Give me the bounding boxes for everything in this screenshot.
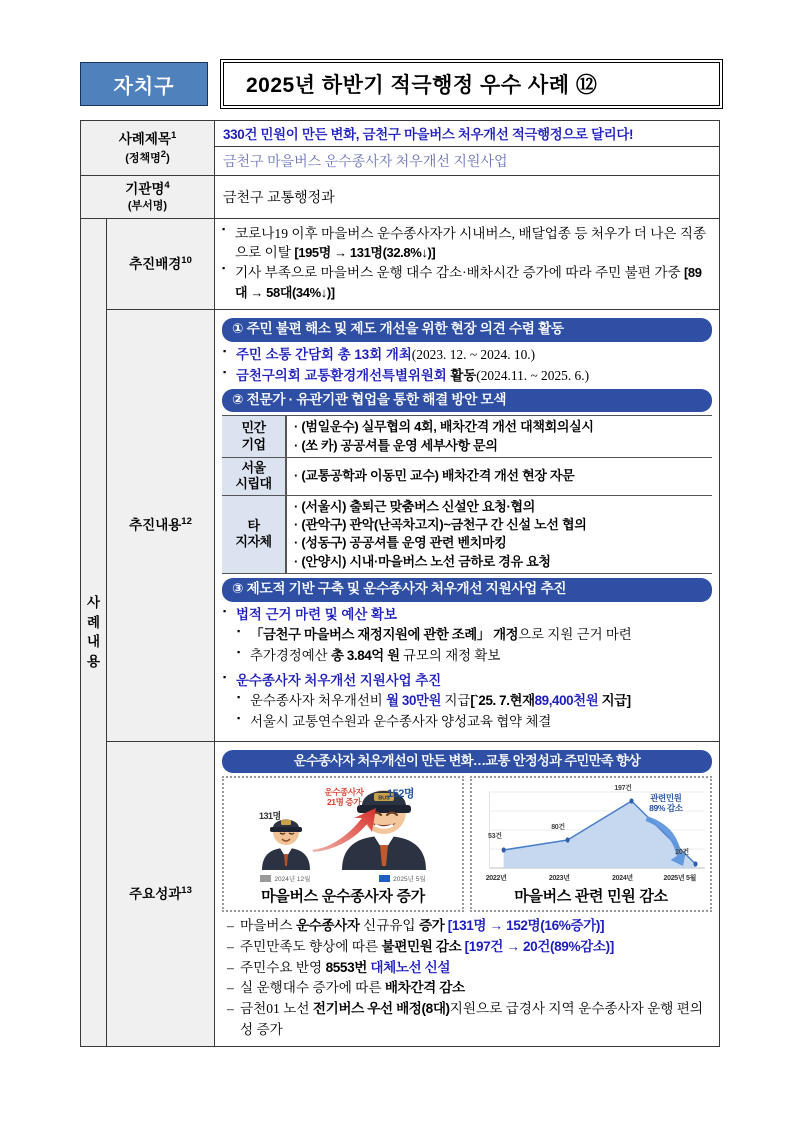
perf-item-2-pre: 주민수요 반영 — [240, 959, 326, 975]
svg-text:BUS: BUS — [378, 795, 390, 802]
case-table — [80, 120, 720, 1047]
department-label: (부서명) — [127, 199, 168, 212]
progress-section-3-banner: ③ 제도적 기반 구축 및 운수종사자 처우개선 지원사업 추진 — [222, 578, 712, 601]
list-item — [222, 224, 712, 263]
collab-value-private-company — [286, 416, 712, 458]
case-content-char-1: 사 — [86, 595, 101, 611]
legend-item-before — [260, 875, 310, 885]
perf-item-1-b: 불편민원 감소 — [381, 939, 462, 954]
list-item — [222, 345, 712, 365]
table-row-progress — [81, 310, 720, 742]
list-item — [222, 978, 712, 999]
s3-g2-item-0-mid: 지급 — [441, 693, 471, 709]
organization-sup: 4 — [164, 180, 170, 191]
collaboration-table — [222, 415, 712, 574]
list-item — [222, 263, 712, 302]
collab-key-1-line-1: 시립대 — [235, 476, 272, 492]
driver-before-value: 131명 — [259, 811, 281, 822]
list-item — [222, 999, 712, 1040]
s3-g2-item-0-bold3: 지급] — [598, 693, 631, 709]
chart-point-label-1: 80건 — [551, 823, 565, 831]
s3-g2-item-0-bold: 월 30만원 — [386, 693, 442, 709]
document-title-box — [223, 62, 720, 106]
performance-content — [215, 742, 720, 1047]
organization-value: 금천구 교통행정과 — [215, 176, 720, 219]
background-item-0-text: 코로나19 이후 마을버스 운수종사자가 시내버스, 배달업종 등 처우가 더 나은 직종으로 이탈 — [235, 225, 707, 260]
case-title-sup: 1 — [170, 129, 177, 141]
s3-g1-item-1-bold: 총 3.84억 원 — [330, 647, 400, 663]
performance-banner: 운수종사자 처우개선이 만든 변화…교통 안정성과 주민만족 향상 — [222, 750, 712, 773]
background-sup: 10 — [181, 254, 192, 266]
list-item — [236, 646, 712, 666]
case-content-char-2: 례 — [86, 614, 101, 630]
perf-item-4-b: 전기버스 우선 배정(8대) — [312, 1000, 450, 1016]
page-title: 2025년 하반기 적극행정 우수 사례 ⑫ — [246, 74, 598, 97]
chart-canvas — [474, 780, 708, 884]
list-item — [222, 916, 712, 937]
collab-1-value-0: · (교통공학과 이동민 교수) 배차간격 개선 현장 자문 — [294, 468, 575, 484]
s3-g1-item-1-rest: 규모의 재정 확보 — [399, 647, 501, 663]
collab-0-value-0: · (범일운수) 실무협의 4회, 배차간격 개선 대책회의실시 — [294, 419, 594, 435]
organization-label-text: 기관명 — [125, 181, 165, 197]
table-row-performance — [81, 742, 720, 1047]
progress-section-3-group-1 — [222, 605, 712, 733]
panel-complaint-decrease — [470, 776, 712, 912]
collab-value-university — [286, 458, 712, 496]
table-row-background — [81, 218, 720, 310]
collab-key-private-company — [222, 416, 286, 458]
policy-label-close: ) — [166, 152, 170, 165]
s3-group1-title: 법적 근거 마련 및 예산 확보 — [236, 606, 397, 622]
table-row — [222, 416, 712, 458]
background-content — [215, 218, 720, 310]
perf-item-4-pre: 금천01 노선 — [240, 1000, 313, 1016]
organization-label — [81, 176, 215, 219]
s3-group1-items — [236, 625, 712, 666]
collab-key-1-line-0: 서울 — [241, 460, 266, 476]
chart-point-label-3: 20건 — [675, 848, 689, 856]
collab-key-0-line-0: 민간 — [241, 420, 266, 436]
perf-item-1-pre: 주민만족도 향상에 따른 — [240, 939, 382, 954]
list-item — [236, 691, 712, 711]
policy-sup: 2 — [160, 148, 167, 160]
collab-value-other-gov — [286, 495, 712, 574]
progress-s1-item-1-black: (2024.11. ~ 2025. 6.) — [476, 367, 590, 383]
chart-annotation-line-2: 89% 감소 — [649, 803, 683, 814]
legend-swatch-after — [379, 875, 390, 882]
category-badge-cell — [80, 62, 208, 106]
collab-key-0-line-1: 기업 — [241, 436, 266, 452]
panel-caption-driver: 마을버스 운수종사자 증가 — [261, 888, 425, 906]
chart-x-label-1: 2023년 — [548, 874, 570, 882]
list-item — [236, 712, 712, 732]
policy-label — [83, 149, 212, 167]
page-header — [80, 62, 720, 106]
category-badge: 자치구 — [80, 62, 208, 106]
case-content-char-4: 용 — [86, 653, 101, 669]
s3-g2-item-0-bold2: [`25. 7.현재 — [470, 693, 535, 709]
case-content-label — [81, 218, 107, 1047]
s3-g2-item-1-pre: 서울시 교통연수원과 운수종사자 양성교육 협약 체결 — [250, 714, 552, 730]
perf-item-0-pre: 마을버스 — [240, 918, 296, 934]
chart-annotation-line-1: 관련민원 — [650, 792, 682, 803]
collab-2-value-3: · (안양시) 시내·마을버스 노선 금하로 경유 요청 — [294, 553, 551, 569]
performance-label-text: 주요성과 — [129, 886, 182, 902]
chart-x-label-2: 2024년 — [612, 874, 633, 882]
legend-label-before: 2024년 12월 — [274, 875, 311, 883]
performance-sup: 13 — [181, 884, 192, 896]
list-item — [222, 366, 712, 386]
collab-key-university — [222, 458, 286, 496]
list-item — [222, 937, 712, 958]
panel-caption-complaint: 마을버스 관련 민원 감소 — [514, 888, 668, 906]
background-list — [222, 224, 712, 303]
case-title-label — [81, 121, 215, 176]
list-item — [222, 671, 712, 732]
arrow-label-line-1: 운수종사자 — [324, 787, 364, 798]
legend-label-after: 2025년 5월 — [393, 875, 426, 883]
background-item-0-highlight: [195명 → 131명(32.8%↓)] — [294, 244, 436, 260]
perf-item-0-b: 운수종사자 — [295, 918, 360, 934]
perf-item-0-bb: [131명 → 152명(16%증가)] — [444, 918, 605, 934]
background-label — [107, 218, 215, 310]
performance-panels — [222, 776, 712, 912]
background-item-1-text: 기사 부족으로 마을버스 운행 대수 감소·배차시간 증가에 따라 주민 불편 가중 — [235, 265, 684, 281]
performance-label — [107, 742, 215, 1047]
perf-item-2-b: 8553번 — [325, 959, 371, 975]
collab-key-2-line-1: 지자체 — [235, 534, 272, 550]
performance-results-list — [222, 916, 712, 1040]
perf-item-3-b: 배차간격 감소 — [384, 980, 465, 996]
table-row — [222, 458, 712, 496]
progress-s1-item-1-black2: 활동 — [446, 367, 477, 383]
table-row-case-title — [81, 121, 720, 147]
chart-point-label-0: 53건 — [488, 833, 502, 841]
policy-label-text: (정책명 — [125, 152, 161, 165]
list-item — [236, 625, 712, 645]
legend-swatch-before — [260, 875, 271, 882]
s3-g1-item-0-bold: 「금천구 마을버스 재정지원에 관한 조례」 개정 — [250, 626, 519, 642]
perf-item-0-mid: 신규유입 — [359, 918, 419, 934]
driver-after-value: 152명 — [387, 788, 414, 801]
header-gap — [208, 62, 223, 106]
growth-arrow-icon — [310, 808, 380, 852]
collab-2-value-2: · (성동구) 공공셔틀 운영 관련 벤치마킹 — [294, 535, 507, 551]
perf-item-0-b2: 증가 — [418, 918, 445, 934]
complaint-chart — [474, 780, 708, 884]
progress-section-1-list — [222, 345, 712, 386]
progress-s1-item-0-black: (2023. 12. ~ 2024. 10.) — [411, 346, 536, 362]
progress-section-2-banner: ② 전문가 · 유관기관 협업을 통한 해결 방안 모색 — [222, 389, 712, 412]
case-title-value: 330건 민원이 만든 변화, 금천구 마을버스 처우개선 적극행정으로 달리다! — [215, 121, 720, 147]
legend-item-after — [379, 875, 425, 885]
collab-0-value-1: · (쏘 카) 공공셔틀 운영 세부사항 문의 — [294, 437, 498, 453]
table-row — [222, 495, 712, 574]
background-item-1-highlight: [89대 → 58대(34%↓)] — [235, 265, 702, 300]
case-content-char-3: 내 — [86, 634, 101, 650]
driver-illustration — [226, 780, 460, 884]
collab-2-value-1: · (관악구) 관악(난곡차고지)~금천구 간 신설 노선 협의 — [294, 516, 587, 532]
arrow-label — [308, 787, 380, 807]
chart-x-label-0: 2022년 — [485, 874, 507, 882]
collab-2-value-0: · (서울시) 출퇴근 맞춤버스 신설안 요청·협의 — [294, 498, 536, 514]
chart-x-label-3: 2025년 5월 — [663, 874, 697, 882]
policy-name-value: 금천구 마을버스 운수종사자 처우개선 지원사업 — [215, 147, 720, 176]
perf-item-4-rest: 지원으로 급경사 지역 운수종사자 운행 편의성 증가 — [240, 1000, 704, 1037]
s3-g1-item-0-rest: 으로 지원 근거 마련 — [518, 626, 632, 642]
collab-key-2-line-0: 타 — [247, 518, 260, 534]
perf-item-1-bb: [197건 → 20건(89%감소)] — [461, 939, 614, 954]
list-item — [222, 958, 712, 979]
background-label-text: 추진배경 — [129, 256, 182, 272]
panel-driver-increase — [222, 776, 464, 912]
progress-content — [215, 310, 720, 742]
perf-item-3-pre: 실 운행대수 증가에 따른 — [240, 980, 385, 996]
progress-label-text: 추진내용 — [129, 517, 182, 533]
progress-s1-item-0-blue: 주민 소통 간담회 총 13회 개최 — [236, 346, 412, 362]
driver-legend — [226, 875, 460, 885]
chart-annotation — [628, 793, 703, 814]
chart-point-label-2: 197건 — [614, 785, 632, 793]
arrow-label-line-2: 21명 증가 — [326, 797, 362, 808]
perf-item-2-bb: 대체노선 신설 — [370, 959, 451, 975]
progress-s1-item-1-blue: 금천구의회 교통환경개선특별위원회 — [236, 367, 447, 383]
progress-sup: 12 — [181, 516, 192, 528]
list-item — [222, 605, 712, 666]
case-title-label-text: 사례제목 — [118, 131, 171, 147]
s3-g1-item-1-pre: 추가경정예산 — [250, 647, 331, 663]
table-row-organization — [81, 176, 720, 219]
progress-section-1-banner: ① 주민 불편 해소 및 제도 개선을 위한 현장 의견 수렴 활동 — [222, 318, 712, 341]
collab-key-other-gov — [222, 495, 286, 574]
illustration-canvas — [226, 780, 460, 884]
s3-group2-title: 운수종사자 처우개선 지원사업 추진 — [236, 673, 442, 689]
s3-g2-item-0-blue: 89,400천원 — [534, 693, 599, 709]
progress-label — [107, 310, 215, 742]
s3-group2-items — [236, 691, 712, 732]
s3-g2-item-0-pre: 운수종사자 처우개선비 — [250, 693, 387, 709]
